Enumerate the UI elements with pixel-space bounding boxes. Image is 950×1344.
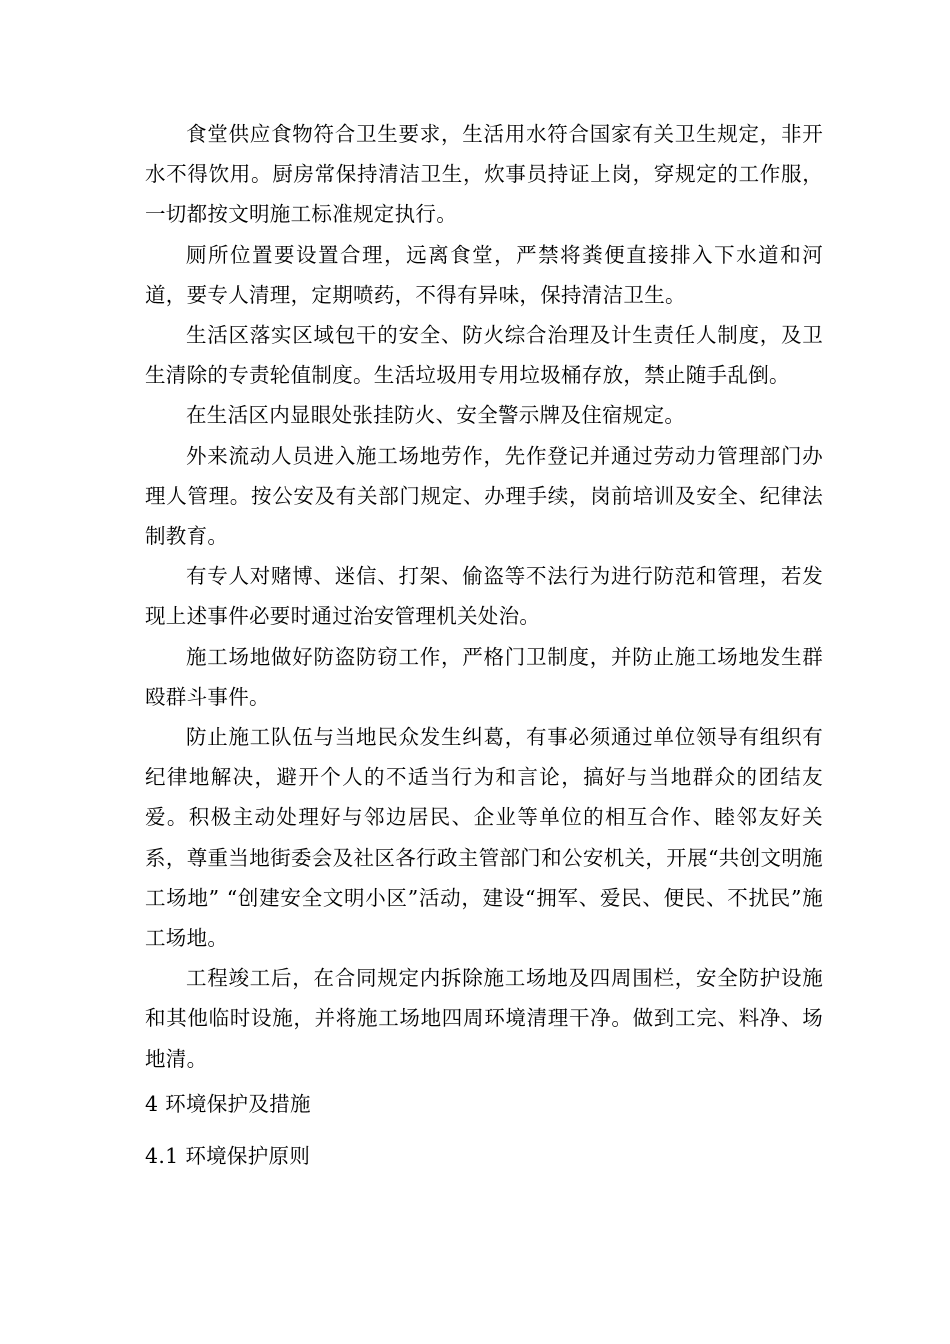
document-page <box>145 114 823 1169</box>
paragraph-toilet: 厕所位置要设置合理，远离食堂，严禁将粪便直接排入下水道和河道，要专人清理，定期喷药，不得有异味，保持清洁卫生。 <box>145 242 823 307</box>
paragraph-completion-cleanup: 工程竣工后，在合同规定内拆除施工场地及四周围栏，安全防护设施和其他临时设施，并将施工场地四周环境清理干净。做到工完、料净、场地清。 <box>145 966 823 1071</box>
paragraph-illegal-acts: 有专人对赌博、迷信、打架、偷盗等不法行为进行防范和管理，若发现上述事件必要时通过治安管理机关处治。 <box>145 564 823 629</box>
paragraph-migrant-workers: 外来流动人员进入施工场地劳作，先作登记并通过劳动力管理部门办理人管理。按公安及有关部门规定、办理手续，岗前培训及安全、纪律法制教育。 <box>145 443 823 549</box>
paragraph-warning-signs: 在生活区内显眼处张挂防火、安全警示牌及住宿规定。 <box>186 403 686 428</box>
paragraph-community-relations: 防止施工队伍与当地民众发生纠葛，有事必须通过单位领导有组织有纪律地解决，避开个人的不适当行为和言论，搞好与当地群众的团结友爱。积极主动处理好与邻边居民、企业等单位的相互合作、睦邻友好关系，尊重当地街委会及社区各行政主管部门和公安机关，开展“共创文明施工场地” “创建安全文明小区”活动，建设“拥军、爱民、便民、不扰民”施工场地。 <box>145 725 823 951</box>
subsection-heading: 4.1 环境保护原则 <box>145 1143 311 1168</box>
paragraph-living-area: 生活区落实区域包干的安全、防火综合治理及计生责任人制度，及卫生清除的专责轮值制度。生活垃圾用专用垃圾桶存放，禁止随手乱倒。 <box>145 323 823 388</box>
section-heading: 4 环境保护及措施 <box>145 1091 311 1116</box>
paragraph-theft-prevention: 施工场地做好防盗防窃工作，严格门卫制度，并防止施工场地发生群殴群斗事件。 <box>145 644 823 709</box>
paragraph-canteen: 食堂供应食物符合卫生要求，生活用水符合国家有关卫生规定，非开水不得饮用。厨房常保持清洁卫生，炊事员持证上岗，穿规定的工作服，一切都按文明施工标准规定执行。 <box>145 122 823 227</box>
